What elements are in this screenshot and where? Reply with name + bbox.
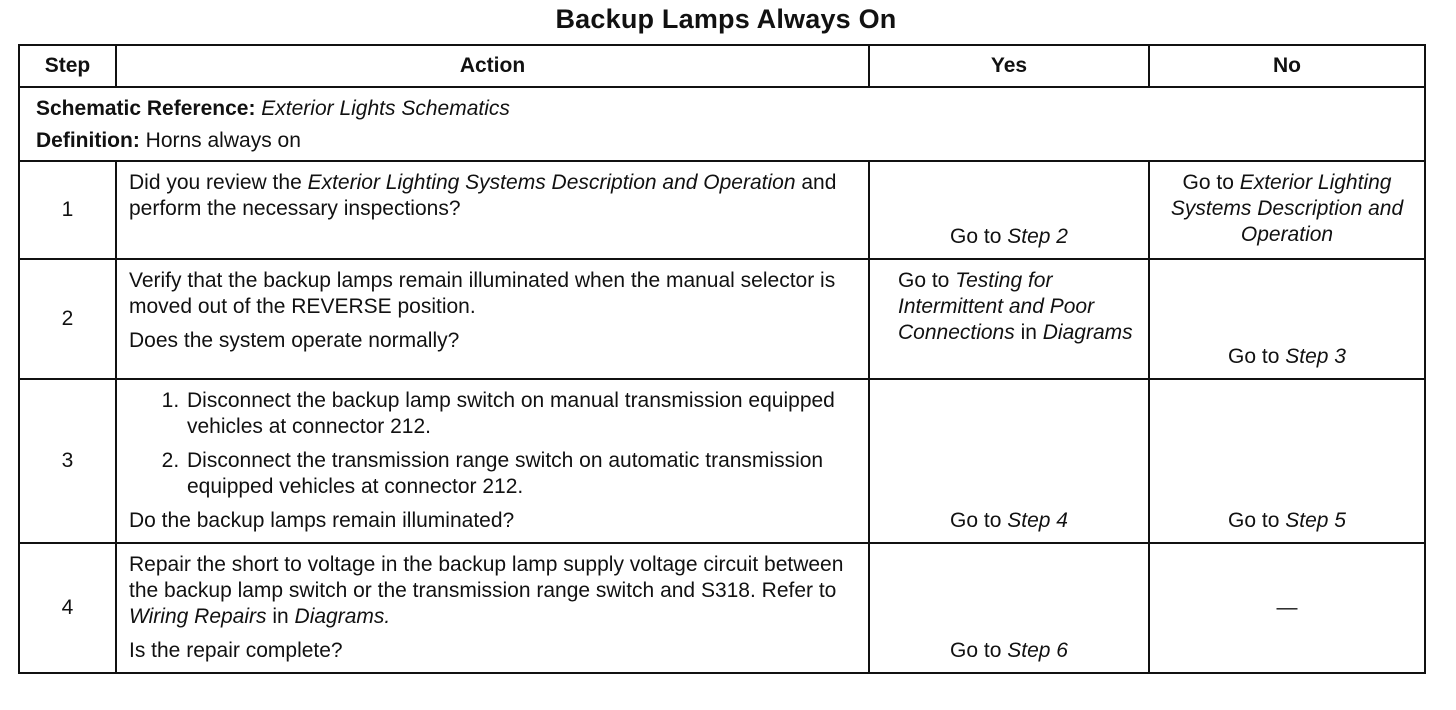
action-text: Repair the short to voltage in the backup lamp supply voltage circuit between the backup lamp switch or the transmission range switch and S318. Refer to bbox=[129, 553, 844, 602]
reference-cell bbox=[19, 87, 1425, 161]
no-link: Step 3 bbox=[1285, 345, 1346, 368]
yes-text: Go to bbox=[950, 225, 1008, 248]
yes-cell bbox=[869, 259, 1149, 379]
yes-text: in bbox=[1014, 321, 1043, 344]
step-number: 4 bbox=[19, 543, 116, 673]
action-reference: Exterior Lighting Systems Description and Operation bbox=[307, 171, 796, 194]
column-header-step: Step bbox=[19, 45, 116, 87]
no-text: Go to bbox=[1228, 345, 1286, 368]
action-question: Does the system operate normally? bbox=[129, 329, 460, 352]
yes-cell bbox=[869, 543, 1149, 673]
column-header-yes: Yes bbox=[869, 45, 1149, 87]
yes-cell bbox=[869, 379, 1149, 543]
table-header-row bbox=[19, 45, 1425, 87]
table-row bbox=[19, 379, 1425, 543]
no-cell bbox=[1149, 379, 1425, 543]
reference-row bbox=[19, 87, 1425, 161]
action-cell bbox=[116, 543, 869, 673]
schematic-reference bbox=[36, 96, 1408, 122]
yes-text: Go to bbox=[950, 509, 1008, 532]
no-cell bbox=[1149, 543, 1425, 673]
action-text: Verify that the backup lamps remain illuminated when the manual selector is moved out of the REVERSE position. bbox=[129, 269, 836, 318]
action-cell bbox=[116, 161, 869, 259]
schematic-reference-label: Schematic Reference: bbox=[36, 97, 256, 120]
no-cell bbox=[1149, 161, 1425, 259]
step-number: 1 bbox=[19, 161, 116, 259]
action-text: and perform the necessary inspections? bbox=[129, 171, 837, 220]
action-text: in bbox=[266, 605, 295, 628]
yes-text: Go to bbox=[950, 639, 1008, 662]
definition-label: Definition: bbox=[36, 129, 140, 152]
column-header-no: No bbox=[1149, 45, 1425, 87]
no-text: Go to bbox=[1182, 171, 1240, 194]
table-row bbox=[19, 161, 1425, 259]
action-reference: Diagrams. bbox=[294, 605, 391, 628]
action-reference: Wiring Repairs bbox=[129, 605, 267, 628]
yes-cell bbox=[869, 161, 1149, 259]
page-title: Backup Lamps Always On bbox=[555, 4, 897, 34]
action-cell bbox=[116, 259, 869, 379]
table-row bbox=[19, 259, 1425, 379]
no-link: Exterior Lighting Systems Description and Operation bbox=[1170, 171, 1404, 246]
yes-text: Go to bbox=[898, 269, 956, 292]
table-row bbox=[19, 543, 1425, 673]
action-text: Did you review the bbox=[129, 171, 308, 194]
step-number: 2 bbox=[19, 259, 116, 379]
action-question: Is the repair complete? bbox=[129, 639, 343, 662]
no-cell bbox=[1149, 259, 1425, 379]
diagnostic-table bbox=[18, 44, 1426, 674]
action-question: Do the backup lamps remain illuminated? bbox=[129, 509, 515, 532]
no-link: Step 5 bbox=[1285, 509, 1346, 532]
schematic-reference-value: Exterior Lights Schematics bbox=[261, 97, 510, 120]
action-steps-list bbox=[129, 388, 856, 500]
yes-link: Testing for Intermittent and Poor Connections bbox=[898, 269, 1095, 344]
list-item: 2. Disconnect the transmission range switch on automatic transmission equipped vehicles at connector 212. bbox=[185, 448, 856, 500]
yes-link: Diagrams bbox=[1042, 321, 1133, 344]
yes-link: Step 2 bbox=[1007, 225, 1068, 248]
definition-value: Horns always on bbox=[145, 129, 301, 152]
yes-link: Step 6 bbox=[1007, 639, 1068, 662]
step-number: 3 bbox=[19, 379, 116, 543]
no-dash: — bbox=[1276, 596, 1298, 619]
no-text: Go to bbox=[1228, 509, 1286, 532]
yes-link: Step 4 bbox=[1007, 509, 1068, 532]
list-item: 1. Disconnect the backup lamp switch on manual transmission equipped vehicles at connector 212. bbox=[185, 388, 856, 440]
action-text bbox=[129, 552, 856, 630]
action-cell bbox=[116, 379, 869, 543]
definition bbox=[36, 128, 1408, 154]
column-header-action: Action bbox=[116, 45, 869, 87]
